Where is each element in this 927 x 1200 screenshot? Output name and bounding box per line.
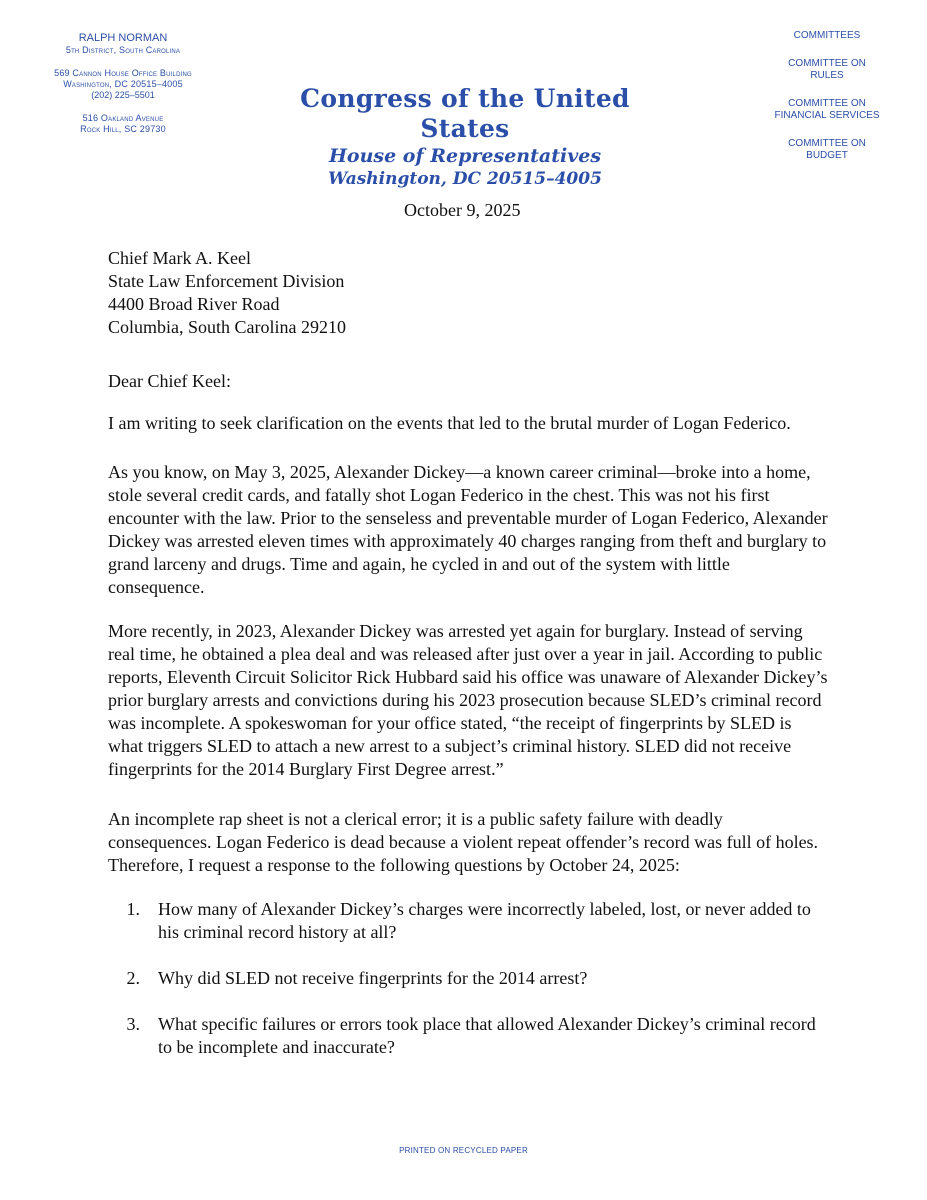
question-item (108, 967, 828, 990)
committee-name: BUDGET (806, 150, 848, 161)
recipient-address (108, 247, 346, 339)
question-number: 3. (126, 1014, 140, 1034)
local-office-line2: Rock Hill, SC 29730 (80, 124, 166, 134)
paragraph-intro: I am writing to seek clarification on the events that led to the brutal murder of Logan Federico. (108, 413, 791, 433)
member-name: RALPH NORMAN (78, 32, 168, 44)
letter-date: October 9, 2025 (404, 200, 521, 220)
letterhead-title (260, 84, 670, 190)
letterhead-congress: Congress of the United States (300, 84, 630, 143)
paragraph-2023-arrest: More recently, in 2023, Alexander Dickey was arrested yet again for burglary. Instead of serving real time, he obtained a plea deal and was released after just over a year in jail. According to public reports, Eleventh Circuit Solicitor Rick Hubbard said his office was unaware of Alexander Dickey’s prior burglary arrests and convictions during his 2023 prosecution because SLED’s criminal record was incomplete. A spokeswoman for your office stated, “the receipt of fingerprints by SLED is what triggers SLED to attach a new arrest to a subject’s criminal history. SLED did not receive fingerprints for the 2014 Burglary First Degree arrest.” (108, 621, 828, 779)
committee-label: COMMITTEE ON (788, 138, 866, 149)
recycled-paper-footer: PRINTED ON RECYCLED PAPER (399, 1146, 528, 1155)
committees-block (752, 30, 902, 162)
recipient-street: 4400 Broad River Road (108, 294, 280, 314)
committee-financial-services (752, 98, 902, 122)
question-text: Why did SLED not receive fingerprints for the 2014 arrest? (158, 968, 588, 988)
member-district: 5th District, South Carolina (65, 45, 181, 55)
recipient-agency: State Law Enforcement Division (108, 271, 345, 291)
committees-heading: COMMITTEES (793, 30, 861, 41)
committee-label: COMMITTEE ON (788, 58, 866, 69)
question-text: What specific failures or errors took place that allowed Alexander Dickey’s criminal record to be incomplete and inaccurate? (158, 1014, 816, 1057)
recipient-name: Chief Mark A. Keel (108, 248, 251, 268)
recipient-city: Columbia, South Carolina 29210 (108, 317, 346, 337)
local-office-line1: 516 Oakland Avenue (82, 113, 164, 123)
letterhead-city: Washington, DC 20515–4005 (328, 169, 602, 189)
committee-name: FINANCIAL SERVICES (774, 110, 880, 121)
paragraph-background: As you know, on May 3, 2025, Alexander Dickey—a known career criminal—broke into a home, stole several credit cards, and fatally shot Logan Federico in the chest. This was not his first encounter with the law. Prior to the senseless and preventable murder of Logan Federico, Alexander Dickey was arrested eleven times with approximately 40 charges ranging from theft and burglary to grand larceny and drugs. Time and again, he cycled in and out of the system with little consequence. (108, 462, 828, 597)
dc-phone: (202) 225–5501 (91, 90, 155, 100)
letterhead-member-block (28, 32, 218, 135)
question-number: 1. (126, 899, 140, 919)
letterhead-house: House of Representatives (328, 145, 602, 167)
committee-budget (752, 138, 902, 162)
question-item (108, 1013, 828, 1059)
question-item (108, 898, 828, 944)
salutation: Dear Chief Keel: (108, 371, 231, 391)
questions-list (108, 898, 828, 1082)
committee-rules (752, 58, 902, 82)
question-number: 2. (126, 968, 140, 988)
committee-label: COMMITTEE ON (788, 98, 866, 109)
committee-name: RULES (810, 70, 844, 81)
paragraph-request: An incomplete rap sheet is not a clerical error; it is a public safety failure with deadly consequences. Logan Federico is dead because a violent repeat offender’s record was full of holes. Therefore, I request a response to the following questions by October 24, 2025: (108, 809, 819, 875)
dc-office-line2: Washington, DC 20515–4005 (63, 79, 183, 89)
dc-office-line1: 569 Cannon House Office Building (54, 68, 192, 78)
question-text: How many of Alexander Dickey’s charges were incorrectly labeled, lost, or never added to his criminal record history at all? (158, 899, 811, 942)
